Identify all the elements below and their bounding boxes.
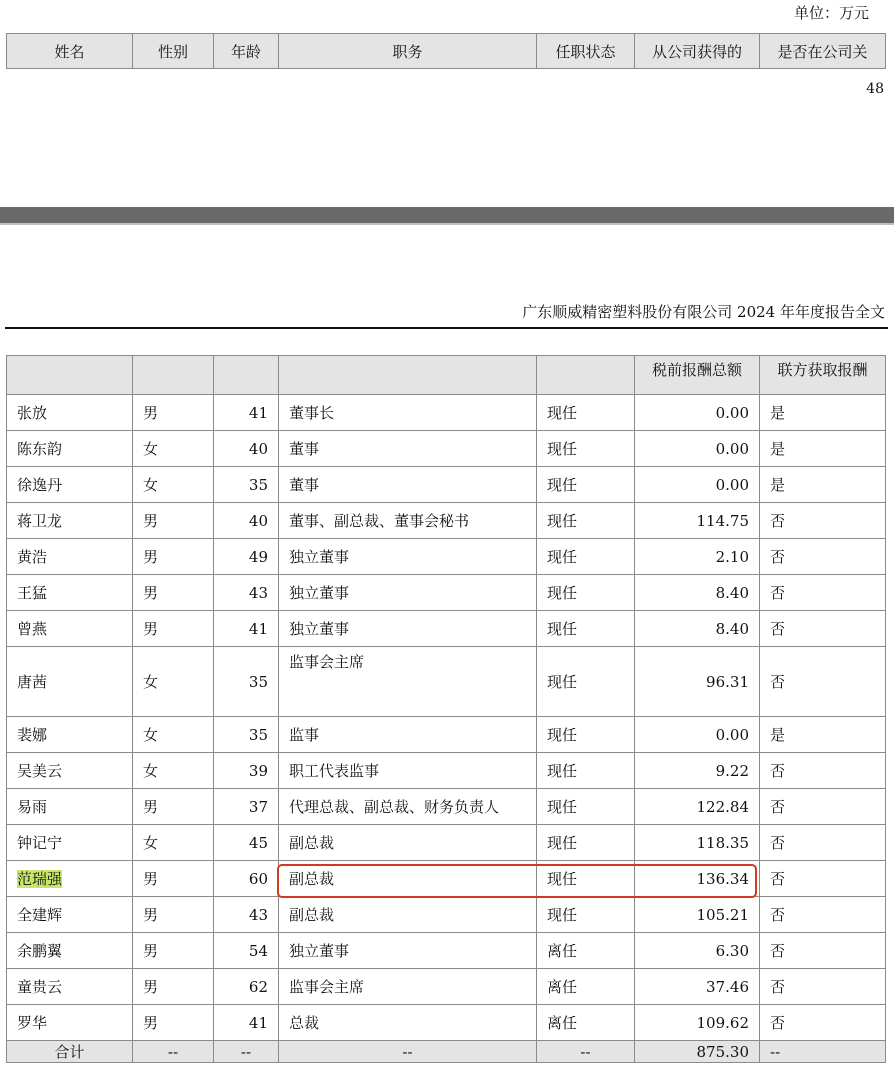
table-row [7, 969, 886, 1005]
table-row [7, 825, 886, 861]
cell-age: 54 [214, 933, 279, 969]
total-row [7, 1041, 886, 1063]
cell-name: 全建辉 [7, 897, 133, 933]
cell-status: 现任 [537, 717, 635, 753]
header-position: 职务 [279, 34, 537, 69]
page-break-shadow [0, 223, 894, 225]
header-cell-empty [279, 356, 537, 395]
cell-gender: 男 [133, 861, 214, 897]
cell-age: 39 [214, 753, 279, 789]
cell-status: 离任 [537, 1005, 635, 1041]
cell-age: 40 [214, 431, 279, 467]
cell-pay: 9.22 [635, 753, 760, 789]
header-gender: 性别 [133, 34, 214, 69]
cell-status: 现任 [537, 861, 635, 897]
cell-name: 王猛 [7, 575, 133, 611]
cell-age: 62 [214, 969, 279, 1005]
cell-name: 唐茜 [7, 647, 133, 717]
cell-age: 40 [214, 503, 279, 539]
cell-position: 职工代表监事 [279, 753, 537, 789]
header-cell-empty [537, 356, 635, 395]
cell-position: 副总裁 [279, 861, 537, 897]
table-row [7, 395, 886, 431]
cell-related: 否 [760, 1005, 886, 1041]
cell-age: 41 [214, 611, 279, 647]
cell-pay: 0.00 [635, 717, 760, 753]
cell-pay: 109.62 [635, 1005, 760, 1041]
cell-position: 监事会主席 [279, 647, 537, 717]
cell-pay: 118.35 [635, 825, 760, 861]
table-row [7, 717, 886, 753]
cell-related: 否 [760, 503, 886, 539]
table-row [7, 539, 886, 575]
cell-position: 副总裁 [279, 825, 537, 861]
cell-age: 43 [214, 575, 279, 611]
table-row [7, 933, 886, 969]
header-status: 任职状态 [537, 34, 635, 69]
table-row [7, 611, 886, 647]
header-cell-empty [7, 356, 133, 395]
cell-gender: 男 [133, 969, 214, 1005]
total-position: -- [279, 1041, 537, 1063]
cell-age: 35 [214, 467, 279, 503]
table-row [7, 431, 886, 467]
page-number: 48 [866, 81, 884, 97]
cell-status: 现任 [537, 467, 635, 503]
cell-age: 49 [214, 539, 279, 575]
page-break-divider [0, 207, 894, 223]
header-pay: 从公司获得的 [635, 34, 760, 69]
cell-gender: 女 [133, 825, 214, 861]
cell-related: 是 [760, 395, 886, 431]
table-row [7, 789, 886, 825]
cell-pay: 0.00 [635, 431, 760, 467]
table-row [7, 897, 886, 933]
cell-related: 否 [760, 575, 886, 611]
unit-label: 单位：万元 [793, 4, 869, 22]
cell-age: 37 [214, 789, 279, 825]
table-row [7, 467, 886, 503]
cell-gender: 男 [133, 933, 214, 969]
total-pay: 875.30 [635, 1041, 760, 1063]
cell-age: 35 [214, 717, 279, 753]
cell-gender: 女 [133, 467, 214, 503]
cell-name [7, 861, 133, 897]
cell-position: 独立董事 [279, 575, 537, 611]
cell-related: 否 [760, 753, 886, 789]
cell-related: 是 [760, 717, 886, 753]
header-cell-empty [214, 356, 279, 395]
cell-name: 罗华 [7, 1005, 133, 1041]
cell-pay: 0.00 [635, 395, 760, 431]
cell-name: 黄浩 [7, 539, 133, 575]
cell-name: 陈东韵 [7, 431, 133, 467]
cell-status: 现任 [537, 539, 635, 575]
cell-position: 代理总裁、副总裁、财务负责人 [279, 789, 537, 825]
total-label: 合计 [7, 1041, 133, 1063]
cell-pay: 8.40 [635, 611, 760, 647]
cell-position: 独立董事 [279, 539, 537, 575]
cell-status: 现任 [537, 431, 635, 467]
cell-pay: 0.00 [635, 467, 760, 503]
cell-name: 蒋卫龙 [7, 503, 133, 539]
cell-name: 童贵云 [7, 969, 133, 1005]
cell-age: 35 [214, 647, 279, 717]
total-status: -- [537, 1041, 635, 1063]
cell-related: 否 [760, 647, 886, 717]
cell-gender: 男 [133, 897, 214, 933]
cell-status: 现任 [537, 647, 635, 717]
cell-pay: 136.34 [635, 861, 760, 897]
cell-gender: 男 [133, 611, 214, 647]
cell-name: 张放 [7, 395, 133, 431]
cell-related: 否 [760, 789, 886, 825]
cell-pay: 37.46 [635, 969, 760, 1005]
cell-status: 现任 [537, 897, 635, 933]
cell-position: 独立董事 [279, 933, 537, 969]
cell-gender: 女 [133, 647, 214, 717]
header-related-cont: 联方获取报酬 [760, 356, 886, 395]
header-name: 姓名 [7, 34, 133, 69]
table-row [7, 575, 886, 611]
total-related: -- [760, 1041, 886, 1063]
title-rule [5, 327, 888, 329]
cell-status: 离任 [537, 933, 635, 969]
cell-position: 董事 [279, 431, 537, 467]
cell-related: 否 [760, 897, 886, 933]
cell-position: 董事、副总裁、董事会秘书 [279, 503, 537, 539]
table-row [7, 1005, 886, 1041]
table-row [7, 503, 886, 539]
cell-gender: 男 [133, 503, 214, 539]
cell-gender: 男 [133, 395, 214, 431]
cell-pay: 105.21 [635, 897, 760, 933]
cell-related: 是 [760, 467, 886, 503]
cell-related: 否 [760, 539, 886, 575]
cell-age: 45 [214, 825, 279, 861]
cell-name: 徐逸丹 [7, 467, 133, 503]
header-cell-empty [133, 356, 214, 395]
cell-related: 否 [760, 825, 886, 861]
cell-related: 是 [760, 431, 886, 467]
cell-related: 否 [760, 611, 886, 647]
cell-gender: 男 [133, 789, 214, 825]
cell-pay: 8.40 [635, 575, 760, 611]
cell-name: 钟记宁 [7, 825, 133, 861]
cell-name: 易雨 [7, 789, 133, 825]
cell-gender: 女 [133, 753, 214, 789]
cell-status: 现任 [537, 395, 635, 431]
cell-position: 董事长 [279, 395, 537, 431]
cell-status: 现任 [537, 611, 635, 647]
total-age: -- [214, 1041, 279, 1063]
cell-position: 监事 [279, 717, 537, 753]
cell-status: 现任 [537, 503, 635, 539]
compensation-table [6, 355, 886, 1063]
cell-status: 现任 [537, 789, 635, 825]
cell-related: 否 [760, 969, 886, 1005]
cell-status: 现任 [537, 825, 635, 861]
header-related: 是否在公司关 [760, 34, 886, 69]
cell-position: 监事会主席 [279, 969, 537, 1005]
cell-age: 60 [214, 861, 279, 897]
table-row [7, 753, 886, 789]
total-gender: -- [133, 1041, 214, 1063]
cell-gender: 男 [133, 1005, 214, 1041]
document-title: 广东顺威精密塑料股份有限公司 2024 年年度报告全文 [522, 303, 885, 321]
cell-pay: 114.75 [635, 503, 760, 539]
cell-age: 41 [214, 1005, 279, 1041]
cell-pay: 96.31 [635, 647, 760, 717]
cell-gender: 男 [133, 539, 214, 575]
cell-pay: 2.10 [635, 539, 760, 575]
cell-name: 余鹏翼 [7, 933, 133, 969]
cell-age: 43 [214, 897, 279, 933]
cell-pay: 122.84 [635, 789, 760, 825]
previous-page-table-header [6, 33, 886, 69]
cell-gender: 男 [133, 575, 214, 611]
cell-pay: 6.30 [635, 933, 760, 969]
cell-status: 现任 [537, 575, 635, 611]
cell-position: 副总裁 [279, 897, 537, 933]
highlight-box [277, 864, 757, 898]
cell-status: 现任 [537, 753, 635, 789]
cell-gender: 女 [133, 717, 214, 753]
cell-name: 吴美云 [7, 753, 133, 789]
cell-related: 否 [760, 861, 886, 897]
cell-age: 41 [214, 395, 279, 431]
cell-position: 董事 [279, 467, 537, 503]
cell-gender: 女 [133, 431, 214, 467]
header-age: 年龄 [214, 34, 279, 69]
table-row [7, 647, 886, 717]
cell-related: 否 [760, 933, 886, 969]
cell-position: 独立董事 [279, 611, 537, 647]
highlighted-name: 范瑞强 [17, 870, 63, 888]
cell-status: 离任 [537, 969, 635, 1005]
cell-position: 总裁 [279, 1005, 537, 1041]
table-header-continuation [7, 356, 886, 395]
cell-name: 曾燕 [7, 611, 133, 647]
header-pay-cont: 税前报酬总额 [635, 356, 760, 395]
cell-name: 裴娜 [7, 717, 133, 753]
